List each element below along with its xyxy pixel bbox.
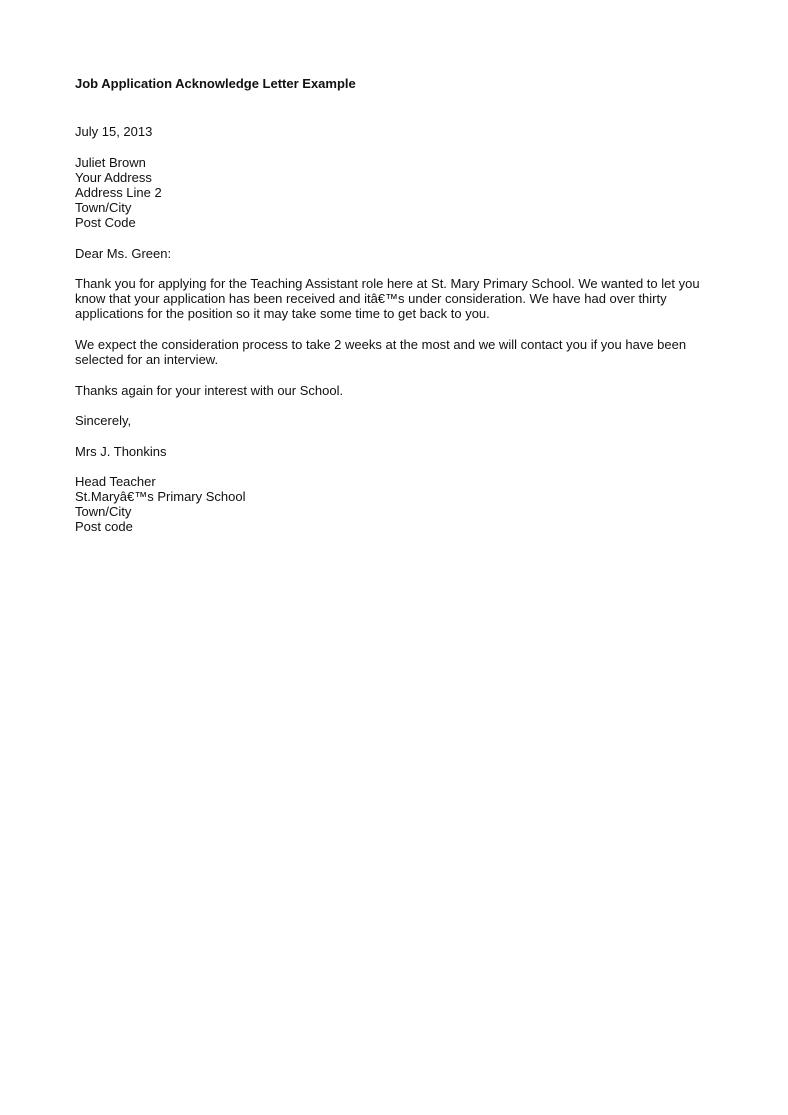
letter-date: July 15, 2013: [75, 124, 153, 139]
paragraph-line: know that your application has been received and itâ€™s under consideration. We have had over thirty: [75, 291, 667, 306]
paragraph-thanks: Thanks again for your interest with our School.: [75, 383, 344, 398]
sender-town: Town/City: [75, 504, 132, 519]
sender-role: Head Teacher: [75, 474, 156, 489]
closing: Sincerely,: [75, 413, 132, 428]
paragraph-line: applications for the position so it may take some time to get back to you.: [75, 306, 490, 321]
sender-school: St.Maryâ€™s Primary School: [75, 489, 246, 504]
recipient-address-line-2: Address Line 2: [75, 185, 162, 200]
sender-post-code: Post code: [75, 519, 133, 534]
recipient-address-line-1: Your Address: [75, 170, 152, 185]
recipient-name: Juliet Brown: [75, 155, 146, 170]
paragraph-line: We expect the consideration process to take 2 weeks at the most and we will contact you if you have been: [75, 337, 687, 352]
document-title: Job Application Acknowledge Letter Example: [75, 76, 356, 91]
salutation: Dear Ms. Green:: [75, 246, 172, 261]
recipient-post-code: Post Code: [75, 215, 136, 230]
signer-name: Mrs J. Thonkins: [75, 444, 167, 459]
recipient-town: Town/City: [75, 200, 132, 215]
paragraph-line: selected for an interview.: [75, 352, 219, 367]
paragraph-line: Thank you for applying for the Teaching Assistant role here at St. Mary Primary School. We wanted to let you: [75, 276, 700, 291]
